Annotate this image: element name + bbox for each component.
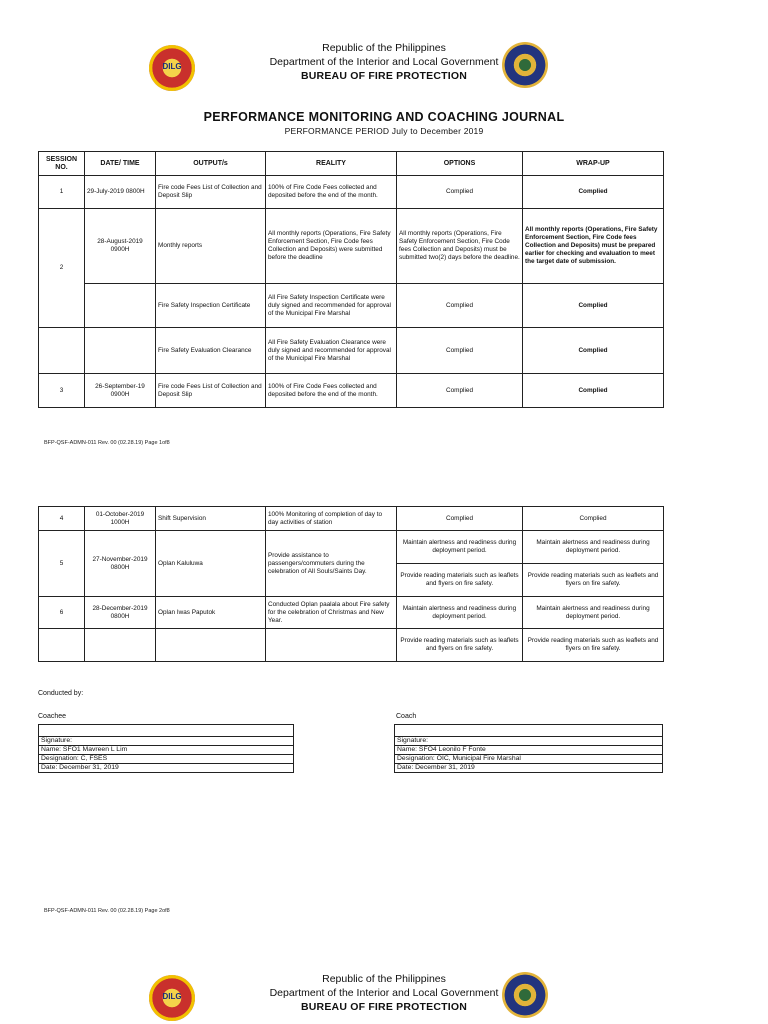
- footer-page-1: BFP-QSF-ADMN-011 Rev. 00 (02.28.19) Page 1of8: [44, 440, 170, 446]
- coachee-name: Name: SFO1 Mavreen L Lim: [39, 746, 294, 755]
- journal-table-1: [38, 151, 664, 408]
- reality-cell: Provide assistance to passengers/commuters during the celebration of All Souls/Saints Day.: [266, 531, 397, 597]
- options-cell: Complied: [397, 374, 523, 408]
- dilg-logo-text: DILG: [162, 62, 182, 71]
- col-output: OUTPUT/s: [156, 152, 266, 176]
- options-cell: Complied: [397, 328, 523, 374]
- col-session: SESSION NO.: [39, 152, 85, 176]
- wrapup-cell: Complied: [523, 284, 664, 328]
- wrapup-cell: Complied: [523, 507, 664, 531]
- wrapup-cell: Provide reading materials such as leaflets and flyers on fire safety.: [523, 629, 664, 662]
- coach-label: Coach: [396, 713, 417, 720]
- wrapup-cell: Maintain alertness and readiness during deployment period.: [523, 597, 664, 629]
- date-cell: [85, 629, 156, 662]
- date-cell: 28-December-2019 0800H: [85, 597, 156, 629]
- options-cell: All monthly reports (Operations, Fire Safety Enforcement Section, Fire Code fees Collection and Deposits) must be submitted two(2) days before the deadline.: [397, 209, 523, 284]
- table-row: [39, 374, 664, 408]
- col-date: DATE/ TIME: [85, 152, 156, 176]
- reality-cell: [266, 629, 397, 662]
- output-cell: Monthly reports: [156, 209, 266, 284]
- session-cell: 5: [39, 531, 85, 597]
- output-cell: Oplan Kaluluwa: [156, 531, 266, 597]
- coachee-designation: Designation: C, FSES: [39, 755, 294, 764]
- options-cell: Complied: [397, 176, 523, 209]
- options-cell: Provide reading materials such as leaflets and flyers on fire safety.: [397, 564, 523, 597]
- date-cell: 29-July-2019 0800H: [85, 176, 156, 209]
- session-cell: [39, 629, 85, 662]
- coach-date: Date: December 31, 2019: [395, 764, 663, 773]
- conducted-by-label: Conducted by:: [38, 690, 84, 697]
- wrapup-cell: Complied: [523, 328, 664, 374]
- table-row: [39, 209, 664, 284]
- coach-name: Name: SFO4 Leonilo F Fonte: [395, 746, 663, 755]
- coachee-signature-block: [38, 724, 294, 773]
- session-cell: 4: [39, 507, 85, 531]
- performance-period: PERFORMANCE PERIOD July to December 2019: [284, 126, 484, 136]
- options-cell: Provide reading materials such as leaflets and flyers on fire safety.: [397, 629, 523, 662]
- date-cell: 01-October-2019 1000H: [85, 507, 156, 531]
- page-header-2: [0, 972, 768, 1014]
- footer-page-2: BFP-QSF-ADMN-011 Rev. 00 (02.28.19) Page 2of8: [44, 908, 170, 914]
- date-cell: [85, 328, 156, 374]
- table-row: [39, 176, 664, 209]
- coachee-date: Date: December 31, 2019: [39, 764, 294, 773]
- journal-table-2: [38, 506, 664, 662]
- output-cell: Oplan Iwas Paputok: [156, 597, 266, 629]
- journal-title: PERFORMANCE MONITORING AND COACHING JOURNAL: [203, 110, 565, 124]
- wrapup-cell: Maintain alertness and readiness during deployment period.: [523, 531, 664, 564]
- header-department: Department of the Interior and Local Government: [269, 56, 499, 68]
- col-reality: REALITY: [266, 152, 397, 176]
- coach-signature: Signature:: [395, 737, 663, 746]
- coach-blank-row: [395, 725, 663, 737]
- reality-cell: All Fire Safety Inspection Certificate were duly signed and recommended for approval of the Municipal Fire Marshal: [266, 284, 397, 328]
- table-row: [39, 328, 664, 374]
- date-cell: 28-August-2019 0900H: [85, 209, 156, 284]
- coach-designation: Designation: OIC, Municipal Fire Marshal: [395, 755, 663, 764]
- options-cell: Maintain alertness and readiness during deployment period.: [397, 597, 523, 629]
- col-options: OPTIONS: [397, 152, 523, 176]
- output-cell: Fire Safety Inspection Certificate: [156, 284, 266, 328]
- session-cell: [39, 328, 85, 374]
- header-republic: Republic of the Philippines: [322, 973, 446, 985]
- dilg-logo-text: DILG: [162, 992, 182, 1001]
- coach-signature-block: [394, 724, 663, 773]
- reality-cell: 100% of Fire Code Fees collected and deposited before the end of the month.: [266, 176, 397, 209]
- options-cell: Complied: [397, 507, 523, 531]
- output-cell: Shift Supervision: [156, 507, 266, 531]
- session-cell: 3: [39, 374, 85, 408]
- reality-cell: 100% Monitoring of completion of day to day activities of station: [266, 507, 397, 531]
- session-cell: 1: [39, 176, 85, 209]
- output-cell: Fire code Fees List of Collection and Deposit Slip: [156, 374, 266, 408]
- table-header-row: [39, 152, 664, 176]
- output-cell: [156, 629, 266, 662]
- output-cell: Fire code Fees List of Collection and Deposit Slip: [156, 176, 266, 209]
- wrapup-cell: Provide reading materials such as leaflets and flyers on fire safety.: [523, 564, 664, 597]
- options-cell: Complied: [397, 284, 523, 328]
- wrapup-cell: All monthly reports (Operations, Fire Safety Enforcement Section, Fire Code fees Collection and Deposits) must be prepared earlier for checking and evaluation to meet the target date of submission.: [523, 209, 664, 284]
- table-row: [39, 284, 664, 328]
- header-bureau: BUREAU OF FIRE PROTECTION: [300, 1001, 467, 1013]
- session-cell: 2: [39, 209, 85, 328]
- table-row: [39, 531, 664, 564]
- table-row: [39, 507, 664, 531]
- date-cell: 26-September-19 0900H: [85, 374, 156, 408]
- wrapup-cell: Complied: [523, 176, 664, 209]
- reality-cell: All Fire Safety Evaluation Clearance were duly signed and recommended for approval of the Municipal Fire Marshal: [266, 328, 397, 374]
- col-wrapup: WRAP-UP: [523, 152, 664, 176]
- table-row: [39, 629, 664, 662]
- page-header: [0, 41, 768, 83]
- header-republic: Republic of the Philippines: [322, 42, 446, 54]
- header-department: Department of the Interior and Local Government: [269, 987, 499, 999]
- reality-cell: Conducted Oplan paalala about Fire safety for the celebration of Christmas and New Year.: [266, 597, 397, 629]
- coachee-blank-row: [39, 725, 294, 737]
- table-row: [39, 597, 664, 629]
- coachee-signature: Signature:: [39, 737, 294, 746]
- session-cell: 6: [39, 597, 85, 629]
- wrapup-cell: Complied: [523, 374, 664, 408]
- reality-cell: 100% of Fire Code Fees collected and deposited before the end of the month.: [266, 374, 397, 408]
- coachee-label: Coachee: [38, 713, 67, 720]
- reality-cell: All monthly reports (Operations, Fire Safety Enforcement Section, Fire Code fees Collection and Deposits) were submitted before the deadline: [266, 209, 397, 284]
- date-cell: [85, 284, 156, 328]
- output-cell: Fire Safety Evaluation Clearance: [156, 328, 266, 374]
- options-cell: Maintain alertness and readiness during deployment period.: [397, 531, 523, 564]
- header-bureau: BUREAU OF FIRE PROTECTION: [300, 70, 467, 82]
- date-cell: 27-November-2019 0800H: [85, 531, 156, 597]
